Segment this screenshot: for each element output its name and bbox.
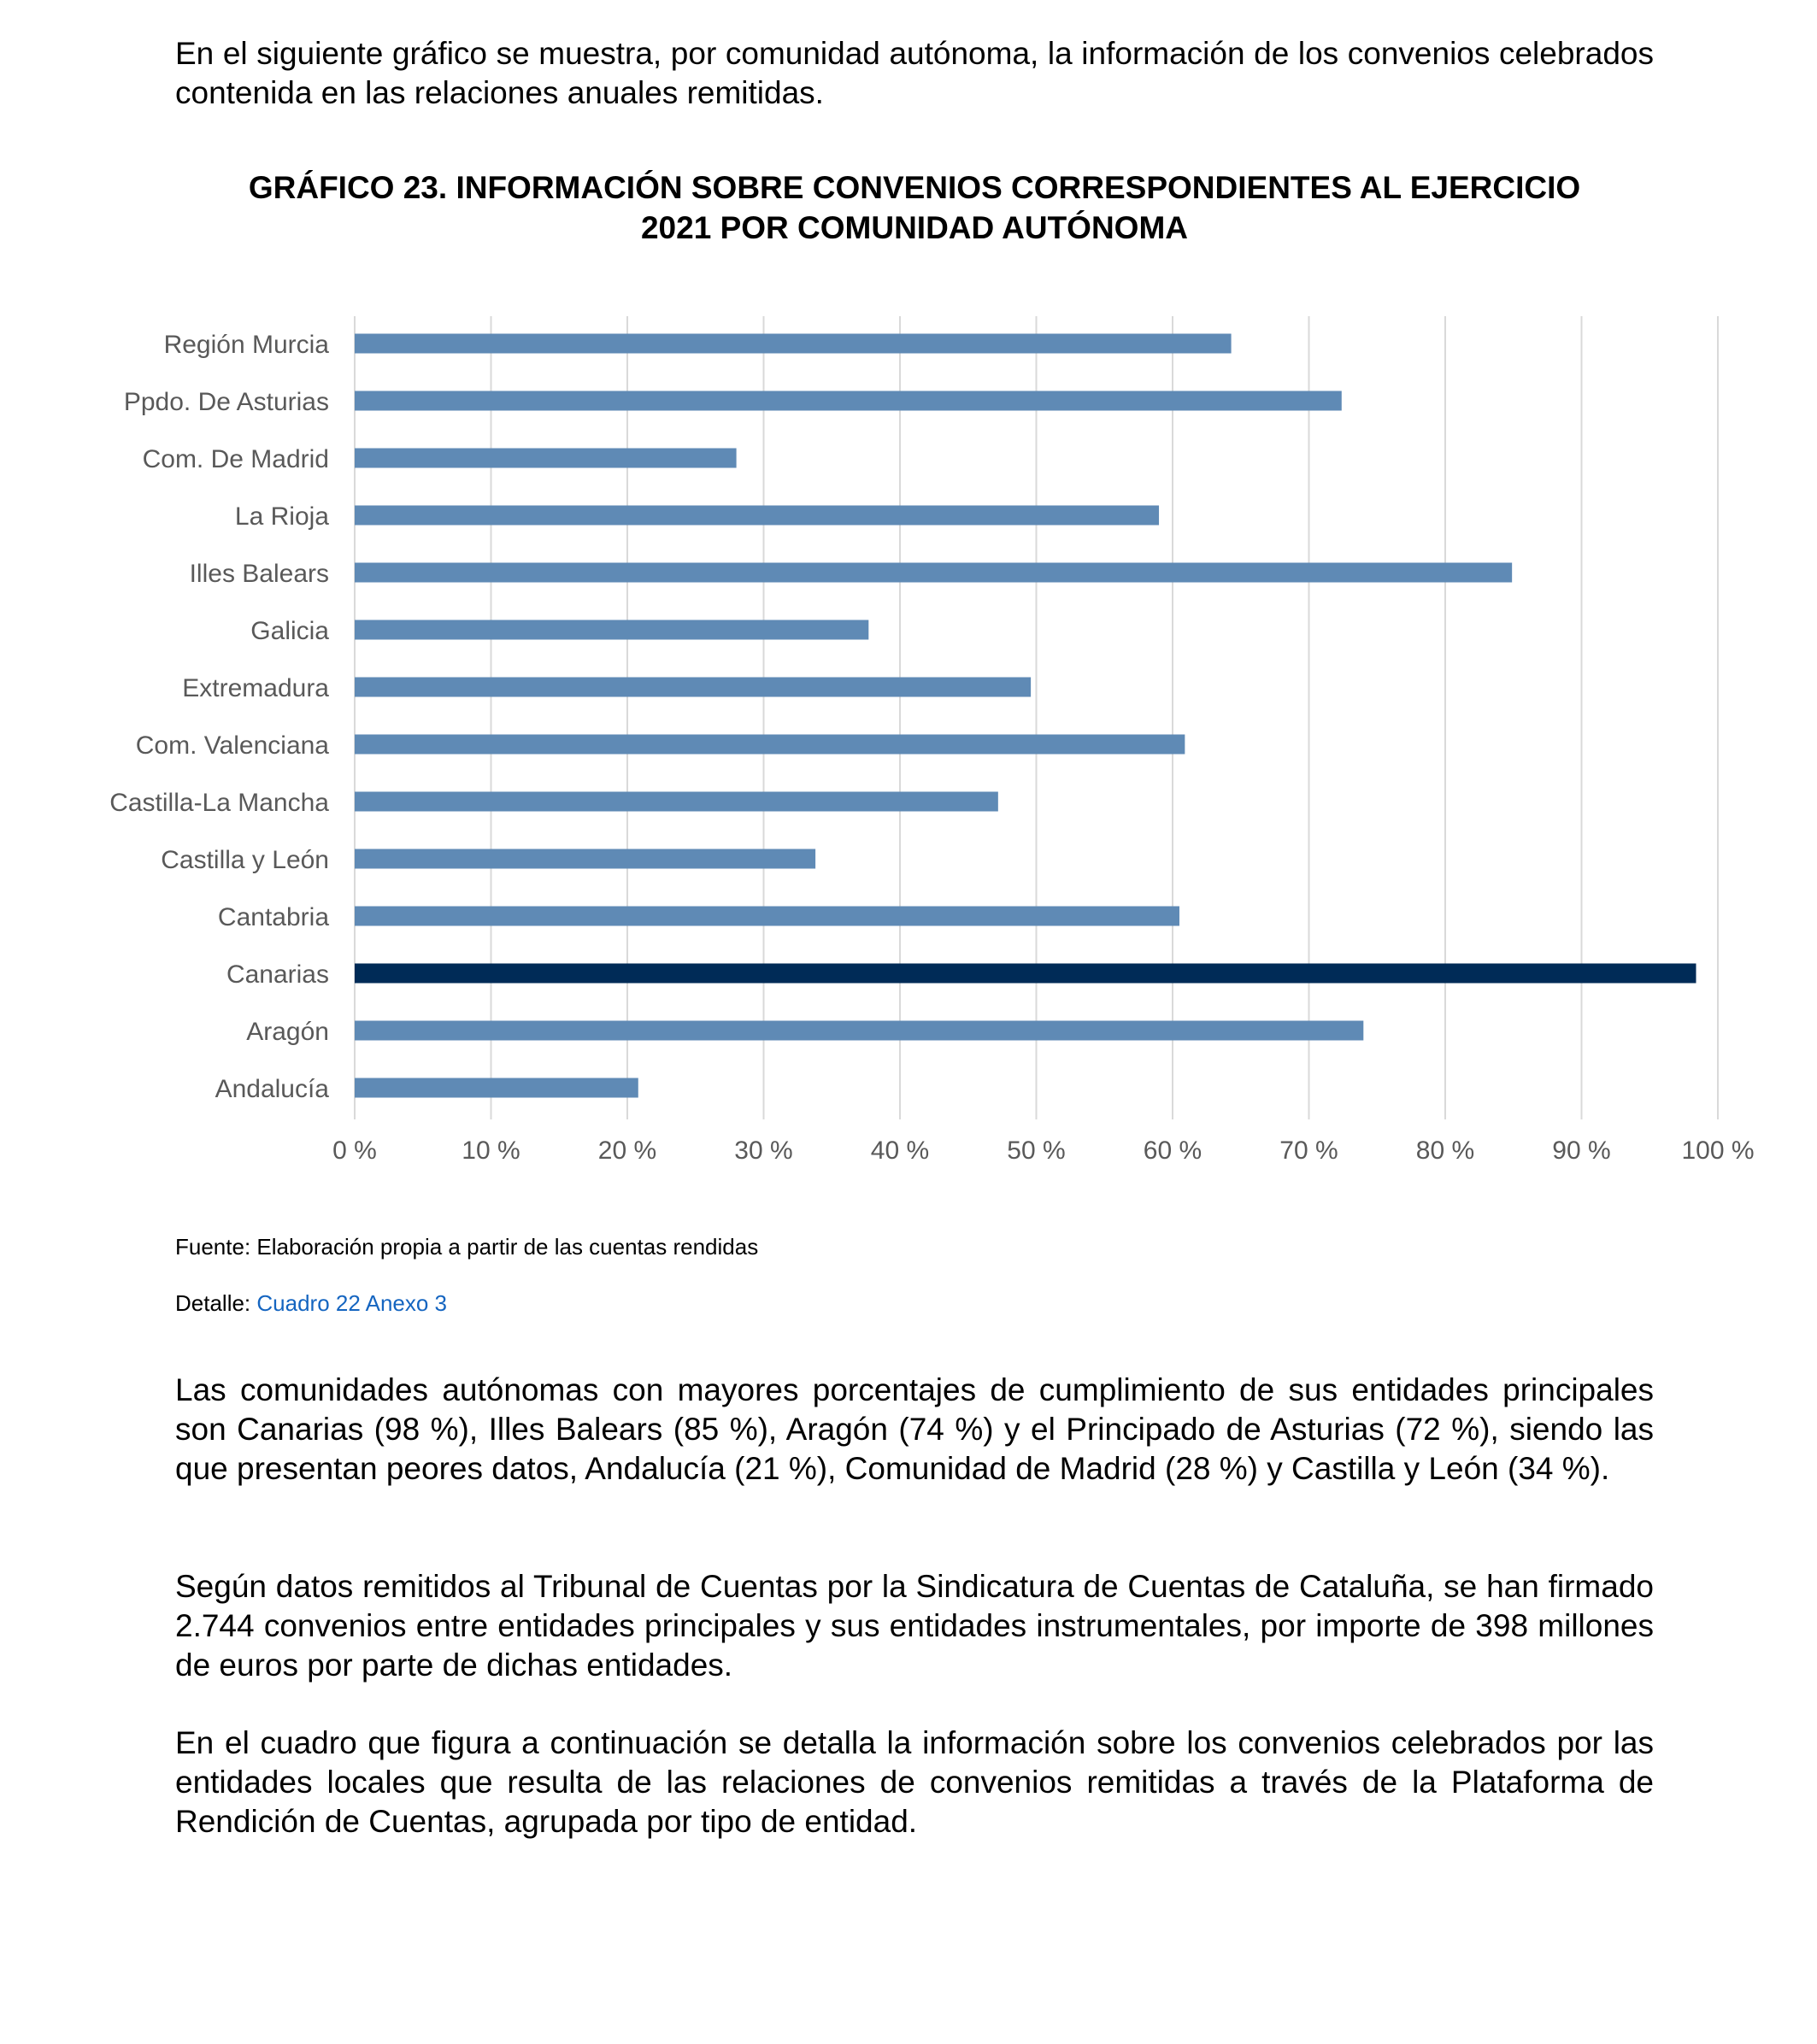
category-label: Galicia: [250, 617, 329, 645]
category-label: Illes Balears: [189, 560, 329, 588]
chart-bars: [355, 334, 1696, 1098]
bar: [355, 849, 815, 869]
intro-paragraph: En el siguiente gráfico se muestra, por comunidad autónoma, la información de los convenios celebrados contenida en las relaciones anuales remitidas.: [175, 36, 1654, 110]
bar-chart: [0, 291, 1817, 1179]
detail-label: Detalle:: [175, 1290, 257, 1316]
source-note: Fuente: Elaboración propia a partir de las cuentas rendidas: [175, 1234, 759, 1260]
detail-link[interactable]: Cuadro 22 Anexo 3: [256, 1290, 448, 1316]
bar: [355, 1021, 1363, 1041]
category-label: Castilla y León: [161, 846, 329, 874]
bar: [355, 792, 998, 812]
chart-gridlines: [355, 316, 1718, 1119]
detail-note: [175, 1289, 447, 1317]
x-tick-label: 20 %: [597, 1137, 657, 1165]
bar: [355, 678, 1031, 697]
bar: [355, 334, 1232, 354]
category-label: Cantabria: [217, 903, 329, 931]
x-tick-label: 10 %: [462, 1137, 520, 1165]
chart-title-line-1: GRÁFICO 23. INFORMACIÓN SOBRE CONVENIOS CORRESPONDIENTES AL EJERCICIO: [248, 170, 1581, 205]
x-tick-label: 40 %: [870, 1137, 930, 1165]
category-label: Com. Valenciana: [135, 731, 329, 760]
x-tick-label: 50 %: [1007, 1137, 1066, 1165]
bar: [355, 620, 868, 640]
x-tick-label: 100 %: [1681, 1137, 1755, 1165]
bar: [355, 735, 1185, 755]
paragraph-1: Las comunidades autónomas con mayores porcentajes de cumplimiento de sus entidades principales son Canarias (98 %), Illes Balears (85 %), Aragón (74 %) y el Principado de Asturias (72 %), siendo las que presentan peores datos, Andalucía (21 %), Comunidad de Madrid (28 %) y Castilla y León (34 %).: [175, 1372, 1654, 1486]
x-tick-label: 80 %: [1415, 1137, 1475, 1165]
x-tick-label: 30 %: [734, 1137, 793, 1165]
bar: [355, 506, 1159, 526]
category-label: Aragón: [246, 1018, 329, 1046]
category-label: Com. De Madrid: [142, 445, 329, 473]
category-label: Andalucía: [215, 1075, 329, 1103]
category-label: La Rioja: [234, 502, 329, 531]
category-label: Canarias: [226, 960, 329, 989]
category-label: Castilla-La Mancha: [109, 789, 329, 817]
category-label: Ppdo. De Asturias: [123, 388, 329, 416]
bar: [355, 391, 1342, 411]
category-label: Región Murcia: [163, 331, 329, 359]
bar: [355, 1078, 638, 1098]
bar: [355, 563, 1512, 583]
chart-title: [175, 167, 1654, 248]
chart-title-line-2: 2021 POR COMUNIDAD AUTÓNOMA: [640, 210, 1189, 245]
category-label: Extremadura: [182, 674, 329, 702]
x-tick-label: 70 %: [1279, 1137, 1338, 1165]
paragraph-3: En el cuadro que figura a continuación se detalla la información sobre los convenios celebrados por las entidades locales que resulta de las relaciones de convenios remitidas a través de la Plataforma de Rendición de Cuentas, agrupada por tipo de entidad.: [175, 1725, 1654, 1839]
x-tick-label: 0 %: [332, 1137, 377, 1165]
bar: [355, 964, 1696, 984]
bar: [355, 449, 737, 468]
x-tick-label: 60 %: [1143, 1137, 1203, 1165]
paragraph-2: Según datos remitidos al Tribunal de Cuentas por la Sindicatura de Cuentas de Cataluña, se han firmado 2.744 convenios entre entidades principales y sus entidades instrumentales, por importe de 398 millones de euros por parte de dichas entidades.: [175, 1569, 1654, 1683]
x-tick-label: 90 %: [1552, 1137, 1611, 1165]
bar: [355, 907, 1179, 926]
chart-category-labels: [109, 331, 329, 1103]
chart-x-tick-labels: [332, 1137, 1754, 1165]
